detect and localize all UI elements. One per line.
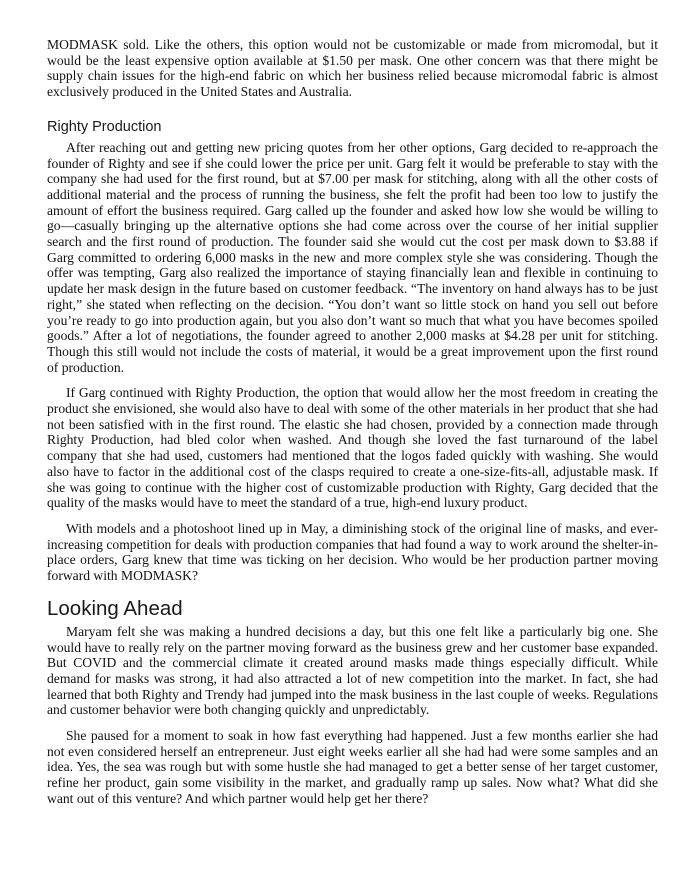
righty-production-heading: Righty Production	[47, 118, 162, 135]
looking-ahead-heading: Looking Ahead	[47, 596, 183, 620]
righty-paragraph-1: After reaching out and getting new pricing quotes from her other options, Garg decided to re-approach the founder of Righty and see if she could lower the price per unit. Garg felt it would be preferable to stay with the company she had used for the first round, but at $7.00 per mask for stitching, along with all the other costs of additional material and the process of running the business, she felt the profit had been too low to justify the amount of effort the business required. Garg called up the founder and asked how low she would be willing to go—casually bringing up the alternative options she had come across over the course of her initial supplier search and the first round of production. The founder said she would cut the cost per mask down to $3.88 if Garg committed to ordering 6,000 masks in the new and more complex style she was considering. Though the offer was tempting, Garg also realized the importance of staying financially lean and flexible in continuing to update her mask design in the future based on customer feedback. “The inventory on hand always has to be just right,” she stated when reflecting on the decision. “You don’t want so little stock on hand you sell out before you’re ready to go into production again, but you also don’t want so much that what you have becomes spoiled goods.” After a lot of negotiations, the founder agreed to another 2,000 masks at $4.28 per unit for stitching. Though this still would not include the costs of material, it would be a great improvement upon the first round of production.	[47, 139, 658, 375]
looking-ahead-paragraph-2: She paused for a moment to soak in how fast everything had happened. Just a few months earlier she had not even considered herself an entrepreneur. Just eight weeks earlier all she had had were some samples and an idea. Yes, the sea was rough but with some hustle she had managed to get a better sense of her target customer, refine her product, gain some visibility in the market, and gradually ramp up sales. Now what? What did she want out of this venture? And which partner would help get her there?	[47, 728, 658, 806]
righty-paragraph-2: If Garg continued with Righty Production, the option that would allow her the most freedom in creating the product she envisioned, she would also have to deal with some of the other materials in her product that she had not been satisfied with in the first round. The elastic she had chosen, provided by a connection made through Righty Production, had bled color when washed. And though she loved the fast turnaround of the label company that she had used, customers had mentioned that the logos faded quickly with washing. She would also have to factor in the additional cost of the clasps required to create a one-size-fits-all, adjustable mask. If she was going to continue with the higher cost of customizable production with Righty, Garg decided that the quality of the masks would have to meet the standard of a true, high-end luxury product.	[47, 385, 658, 511]
righty-paragraph-3: With models and a photoshoot lined up in May, a diminishing stock of the original line of masks, and ever-increasing competition for deals with production companies that had found a way to work around the shelter-in-place orders, Garg knew that time was ticking on her decision. Who would be her production partner moving forward with MODMASK?	[47, 520, 658, 584]
intro-paragraph: MODMASK sold. Like the others, this option would not be customizable or made from micromodal, but it would be the least expensive option available at $1.50 per mask. One other concern was that there might be supply chain issues for the high-end fabric on which her business relied because micromodal fabric is almost exclusively produced in the United States and Australia.	[47, 37, 658, 100]
looking-ahead-paragraph-1: Maryam felt she was making a hundred decisions a day, but this one felt like a particularly big one. She would have to really rely on the partner moving forward as the business grew and her customer base expanded. But COVID and the commercial climate it created around masks made things especially difficult. While demand for masks was strong, it had also attracted a lot of new competition into the market. In fact, she had learned that both Righty and Trendy had jumped into the mask business in the last couple of weeks. Regulations and customer behavior were both changing quickly and unpredictably.	[47, 623, 658, 718]
document-page	[47, 37, 658, 807]
